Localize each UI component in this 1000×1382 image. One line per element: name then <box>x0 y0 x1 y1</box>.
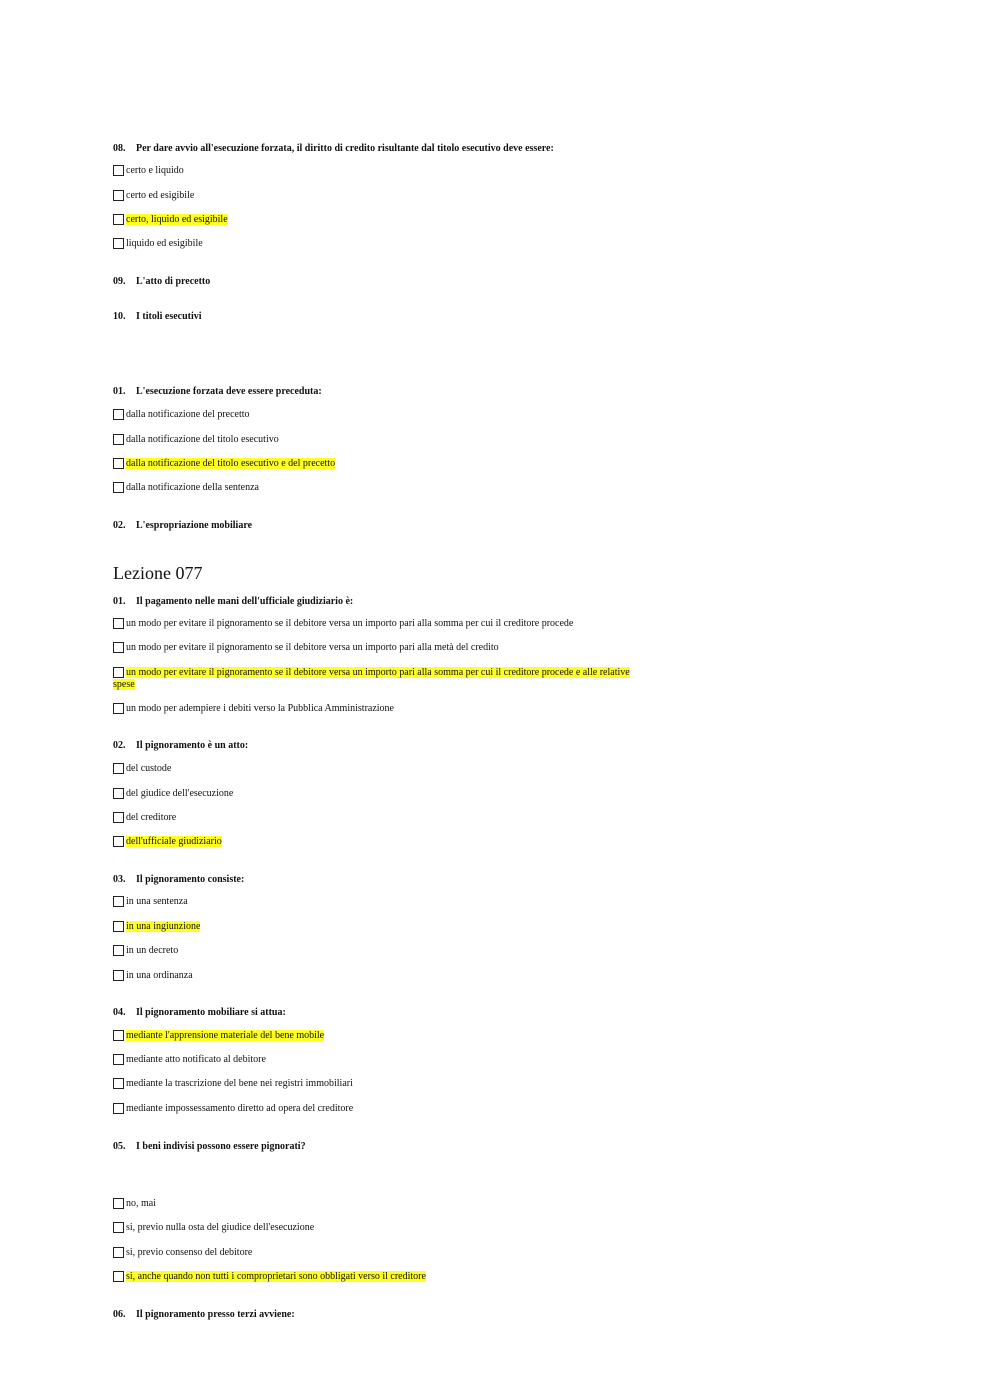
answer-label: dalla notificazione del titolo esecutivo <box>126 434 279 445</box>
question-text: I beni indivisi possono essere pignorati? <box>136 1141 306 1152</box>
question-text: L'atto di precetto <box>136 276 211 287</box>
answer-label-highlighted: si, anche quando non tutti i comproprietari sono obbligati verso il creditore <box>126 1271 426 1282</box>
answer-option <box>113 1271 426 1283</box>
answer-option <box>113 836 222 848</box>
answer-label: mediante impossessamento diretto ad opera del creditore <box>126 1103 354 1114</box>
checkbox-icon[interactable] <box>113 214 124 225</box>
checkbox-icon[interactable] <box>113 434 124 445</box>
answer-label-highlighted: mediante l'apprensione materiale del bene mobile <box>126 1030 325 1041</box>
answer-label: si, previo consenso del debitore <box>126 1247 253 1258</box>
answer-label: certo ed esigibile <box>126 190 195 201</box>
answer-label: in una sentenza <box>126 896 188 907</box>
checkbox-icon[interactable] <box>113 1247 124 1258</box>
answer-label-highlighted: dell'ufficiale giudiziario <box>126 836 222 847</box>
checkbox-icon[interactable] <box>113 667 124 678</box>
question-heading <box>113 311 202 322</box>
checkbox-icon[interactable] <box>113 618 124 629</box>
answer-option <box>113 214 228 226</box>
checkbox-icon[interactable] <box>113 703 124 714</box>
checkbox-icon[interactable] <box>113 238 124 249</box>
question-heading <box>113 386 322 397</box>
checkbox-icon[interactable] <box>113 190 124 201</box>
answer-label: dalla notificazione del precetto <box>126 409 250 420</box>
checkbox-icon[interactable] <box>113 642 124 653</box>
question-number: 01. <box>113 386 126 397</box>
answer-label: un modo per evitare il pignoramento se il debitore versa un importo pari alla somma per cui il creditore procede <box>126 618 574 629</box>
question-number: 03. <box>113 874 126 885</box>
checkbox-icon[interactable] <box>113 1103 124 1114</box>
answer-option <box>113 970 193 982</box>
question-number: 09. <box>113 276 126 287</box>
answer-label: certo e liquido <box>126 165 184 176</box>
question-number: 05. <box>113 1141 126 1152</box>
answer-option <box>113 482 259 494</box>
answer-option <box>113 190 194 202</box>
question-heading <box>113 143 554 154</box>
checkbox-icon[interactable] <box>113 896 124 907</box>
question-heading <box>113 1007 286 1018</box>
question-number: 10. <box>113 311 126 322</box>
answer-option <box>113 238 203 250</box>
question-text: Per dare avvio all'esecuzione forzata, il diritto di credito risultante dal titolo esecutivo deve essere: <box>136 143 554 154</box>
answer-label: mediante atto notificato al debitore <box>126 1054 266 1065</box>
answer-label: si, previo nulla osta del giudice dell'esecuzione <box>126 1222 315 1233</box>
checkbox-icon[interactable] <box>113 482 124 493</box>
answer-label: del custode <box>126 763 172 774</box>
answer-label: in un decreto <box>126 945 179 956</box>
answer-option <box>113 642 499 654</box>
question-text: Il pignoramento consiste: <box>136 874 245 885</box>
question-number: 02. <box>113 740 126 751</box>
checkbox-icon[interactable] <box>113 409 124 420</box>
checkbox-icon[interactable] <box>113 1198 124 1209</box>
question-number: 02. <box>113 520 126 531</box>
answer-label: del creditore <box>126 812 177 823</box>
answer-label: liquido ed esigibile <box>126 238 203 249</box>
answer-option <box>113 434 279 446</box>
question-heading <box>113 1309 295 1320</box>
answer-option <box>113 763 171 775</box>
answer-label-highlighted: dalla notificazione del titolo esecutivo e del precetto <box>126 458 336 469</box>
answer-label-highlighted: certo, liquido ed esigibile <box>126 214 228 225</box>
question-text: I titoli esecutivi <box>136 311 202 322</box>
question-heading <box>113 874 244 885</box>
answer-option <box>113 1198 156 1210</box>
answer-label-highlighted: un modo per evitare il pignoramento se il debitore versa un importo pari alla somma per cui il creditore procede e alle relative spese <box>113 667 630 690</box>
answer-option <box>113 458 335 470</box>
question-number: 04. <box>113 1007 126 1018</box>
checkbox-icon[interactable] <box>113 1030 124 1041</box>
question-heading <box>113 596 353 607</box>
answer-option <box>113 1103 353 1115</box>
checkbox-icon[interactable] <box>113 945 124 956</box>
checkbox-icon[interactable] <box>113 1078 124 1089</box>
checkbox-icon[interactable] <box>113 458 124 469</box>
answer-option <box>113 945 178 957</box>
answer-option <box>113 788 233 800</box>
answer-label: in una ordinanza <box>126 970 193 981</box>
answer-label: un modo per evitare il pignoramento se il debitore versa un importo pari alla metà del credito <box>126 642 499 653</box>
question-number: 01. <box>113 596 126 607</box>
answer-option <box>113 409 250 421</box>
checkbox-icon[interactable] <box>113 1054 124 1065</box>
answer-option <box>113 1054 266 1066</box>
question-heading <box>113 740 248 751</box>
answer-label: no, mai <box>126 1198 156 1209</box>
answer-label: del giudice dell'esecuzione <box>126 788 234 799</box>
answer-label-highlighted: in una ingiunzione <box>126 921 201 932</box>
question-heading <box>113 520 252 531</box>
answer-option <box>113 618 573 630</box>
answer-option <box>113 1222 314 1234</box>
checkbox-icon[interactable] <box>113 1271 124 1282</box>
question-text: Il pignoramento è un atto: <box>136 740 249 751</box>
answer-option <box>113 1078 353 1090</box>
lesson-heading: Lezione 077 <box>113 563 203 583</box>
answer-option <box>113 921 200 933</box>
answer-option <box>113 1247 252 1259</box>
question-number: 06. <box>113 1309 126 1320</box>
checkbox-icon[interactable] <box>113 836 124 847</box>
answer-option <box>113 812 176 824</box>
checkbox-icon[interactable] <box>113 165 124 176</box>
answer-label: mediante la trascrizione del bene nei registri immobiliari <box>126 1078 353 1089</box>
checkbox-icon[interactable] <box>113 970 124 981</box>
checkbox-icon[interactable] <box>113 921 124 932</box>
checkbox-icon[interactable] <box>113 763 124 774</box>
question-text: Il pignoramento presso terzi avviene: <box>136 1309 295 1320</box>
question-heading <box>113 1141 306 1152</box>
question-text: Il pagamento nelle mani dell'ufficiale giudiziario è: <box>136 596 354 607</box>
checkbox-icon[interactable] <box>113 812 124 823</box>
question-text: L'esecuzione forzata deve essere preceduta: <box>136 386 322 397</box>
question-text: L'espropriazione mobiliare <box>136 520 253 531</box>
answer-option <box>113 1030 324 1042</box>
answer-option <box>113 667 653 691</box>
checkbox-icon[interactable] <box>113 1222 124 1233</box>
answer-option <box>113 896 188 908</box>
checkbox-icon[interactable] <box>113 788 124 799</box>
answer-option <box>113 703 394 715</box>
answer-option <box>113 165 184 177</box>
answer-label: un modo per adempiere i debiti verso la Pubblica Amministrazione <box>126 703 394 714</box>
question-heading <box>113 276 210 287</box>
question-text: Il pignoramento mobiliare si attua: <box>136 1007 286 1018</box>
answer-label: dalla notificazione della sentenza <box>126 482 259 493</box>
question-number: 08. <box>113 143 126 154</box>
